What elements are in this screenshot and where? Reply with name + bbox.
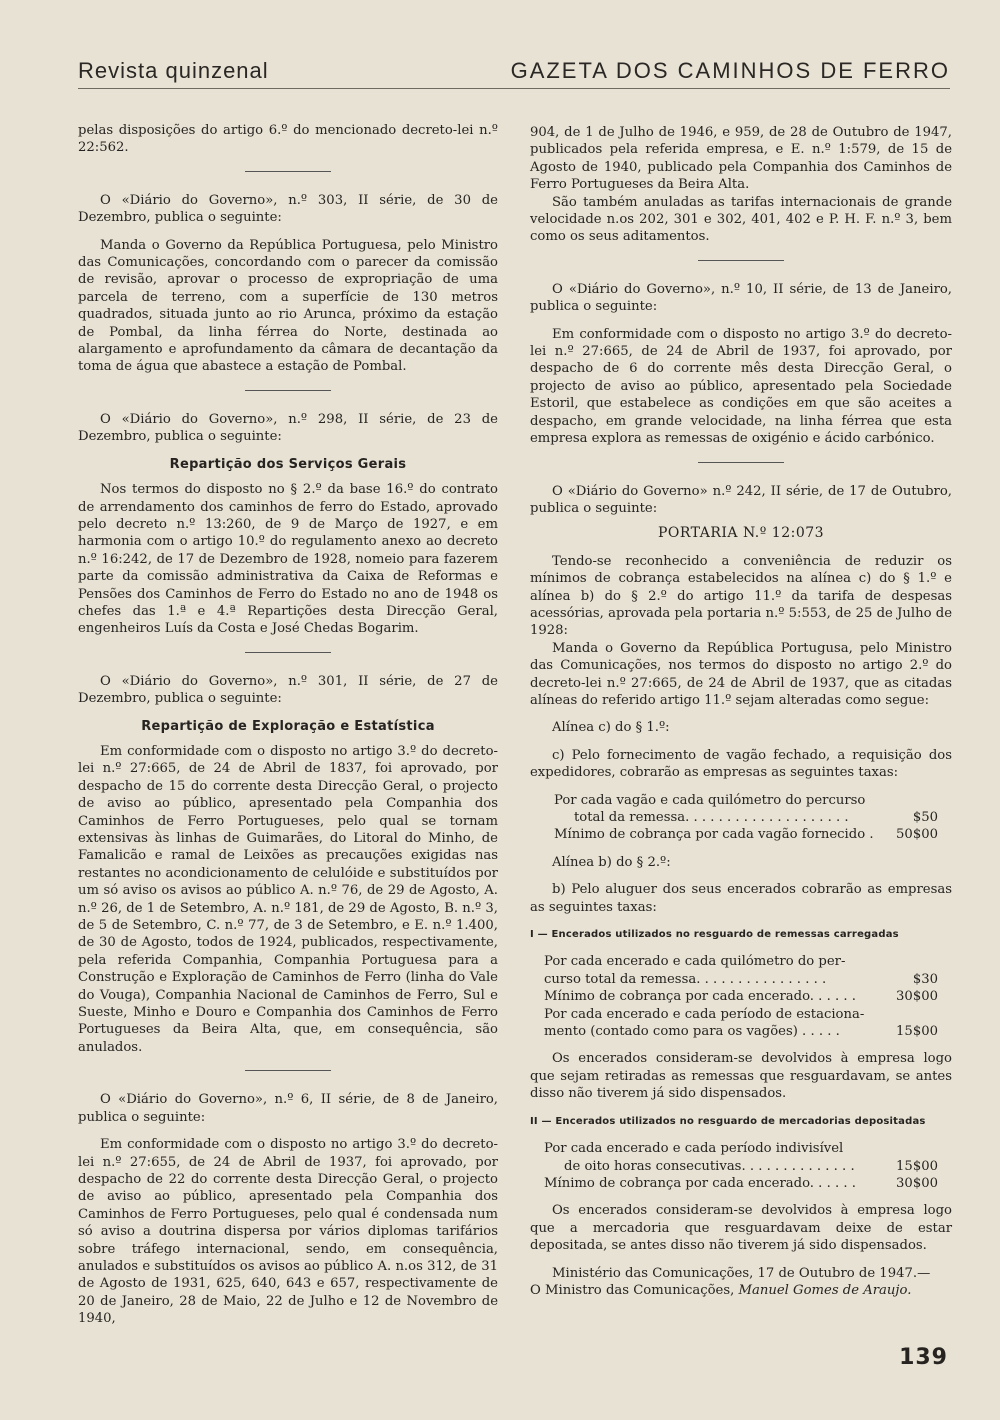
table-value: $50 (912, 810, 938, 825)
table-row (544, 953, 938, 970)
header-rule (78, 88, 950, 89)
fee-table-b1 (530, 953, 952, 1040)
section-heading: Repartição dos Serviços Gerais (169, 456, 407, 472)
separator (245, 1070, 331, 1071)
paragraph: 904, de 1 de Julho de 1946, e 959, de 28 de Outubro de 1947, publicados pela referida empresa, e E. n.º 1:579, de 15 de Agosto de 1940, publicado pela Companhia dos Caminhos de Ferro Portugueses da Beira Alta. (530, 125, 952, 193)
table-cell: Por cada encerado e cada período indivisível (544, 1141, 844, 1157)
table-row (554, 792, 938, 809)
paragraph: Manda o Governo da República Portuguesa, pelo Ministro das Comunicações, concordando com o parecer da comissão de revisão, aprovar o processo de expropriação de uma parcela de terreno, com a superfície de 130 metros quadrados, situada junto ao rio Arunca, próximo da estação de Pombal, da linha férrea do Norte, destinada ao alargamento e aprofundamento da câmara de decantação da toma de água que abastece a estação de Pombal. (78, 237, 498, 375)
table-value: 15$00 (896, 1024, 938, 1040)
header-title-right: GAZETA DOS CAMINHOS DE FERRO (510, 58, 950, 83)
table-cell: Por cada encerado e cada quilómetro do per- (544, 954, 846, 970)
header-title-left: Revista quinzenal (78, 58, 269, 83)
page-number: 139 (899, 1345, 948, 1370)
alinea-label: Alínea c) do § 1.º: (552, 720, 670, 736)
paragraph: Em conformidade com o disposto no artigo 3.º do decreto-lei n.º 27:655, de 24 de Abril de 1937, foi aprovado, por despacho de 22 do corrente desta Direcção Geral, o projecto de aviso ao público, apresentado pela Companhia dos Caminhos de Ferro Portugueses, pelo qual é condensada num só aviso a doutrina dispersa por vários diplomas tarifários sobre tráfego internacional, sendo, em consequência, anulados e substituídos os avisos ao público A. n.os 312, de 31 de Agosto de 1931, 625, 640, 643 e 657, respectivamente de 20 de Janeiro, 28 de Maio, 22 de Julho e 12 de Novembro de 1940, (78, 1137, 498, 1327)
table-cell: Por cada encerado e cada período de estaciona- (544, 1006, 865, 1022)
table-row (544, 1140, 938, 1157)
paragraph: O «Diário do Governo», n.º 298, II série, de 23 de Dezembro, publica o seguinte: (78, 411, 498, 445)
table-cell: Mínimo de cobrança por cada vagão fornecido . (554, 827, 874, 843)
paragraph: Em conformidade com o disposto no artigo 3.º do decreto-lei n.º 27:665, de 24 de Abril de 1937, foi aprovado, por despacho de 6 do corrente mês desta Direcção Geral, o projecto de aviso ao público, apresentado pela Sociedade Estoril, que estabelece as condições em que são aceites a despacho, em grande velocidade, na linha férrea que esta empresa explora as remessas de oxigénio e ácido carbónico. (530, 326, 952, 447)
signature-prefix: O Ministro das Comunicações, (530, 1282, 739, 1298)
table-row (544, 1175, 938, 1192)
table-value: 15$00 (896, 1158, 938, 1174)
paragraph: O «Diário do Governo» n.º 242, II série, de 17 de Outubro, publica o seguinte: (530, 483, 952, 516)
paragraph: Nos termos do disposto no § 2.º da base 16.º do contrato de arrendamento dos caminhos de ferro do Estado, aprovado pelo decreto n.º 13:260, de 9 de Março de 1927, e em harmonia com o artigo 10.º do regulamento anexo ao decreto n.º 16:242, de 17 de Dezembro de 1928, nomeio para fazerem parte da comissão administrativa da Caixa de Reformas e Pensões dos Caminhos de Ferro do Estado no ano de 1948 os chefes das 1.ª e 4.ª Repartições desta Direcção Geral, engenheiros Luís da Costa e José Chedas Bogarim. (78, 482, 498, 637)
table-value: 50$00 (896, 827, 938, 843)
table-value: 30$00 (896, 1175, 938, 1191)
table-cell: mento (contado como para os vagões) . . . . . (544, 1024, 840, 1040)
paragraph: Em conformidade com o disposto no artigo 3.º do decreto-lei n.º 27:665, de 24 de Abril de 1837, foi aprovado, por despacho de 15 do corrente desta Direcção Geral, o projecto de aviso ao público, apresentado pela Companhia dos Caminhos de Ferro Portugueses, pelo qual se tornam extensivas às linhas de Guimarães, do Litoral do Minho, de Famalicão e ramal de Leixões as precauções exigidas nas restantes no acondicionamento de celulóide e substituídos por um só aviso os avisos ao público A. n.º 76, de 29 de Agosto, A. n.º 26, de 1 de Setembro, A. n.º 181, de 29 de Agosto, B. n.º 3, de 5 de Setembro, C. n.º 77, de 3 de Setembro, e E. n.º 1.400, de 30 de Agosto, todos de 1924, publicados, respectivamente, pela referida Companhia, Companhia Portuguesa para a Construção e Exploração de Caminhos de Ferro (linha do Vale do Vouga), Companhia Nacional de Caminhos de Ferro, Sul e Sueste, Minho e Douro e Companhia dos Caminhos de Ferro Portugueses da Beira Alta, que, em consequência, são anulados. (78, 743, 498, 1055)
signature-line (530, 1282, 952, 1299)
table-cell: total da remessa. . . . . . . . . . . . . . . . . . . . (574, 810, 849, 825)
subsection-heading: II — Encerados utilizados no resguardo de mercadorias depositadas (530, 1115, 926, 1127)
separator (245, 171, 331, 172)
table-cell: curso total da remessa. . . . . . . . . . . . . . . . (544, 971, 827, 987)
separator (698, 260, 784, 261)
table-cell: Por cada vagão e cada quilómetro do percurso (554, 792, 866, 808)
table-value: 30$00 (896, 989, 938, 1005)
paragraph: c) Pelo fornecimento de vagão fechado, a requisição dos expedidores, cobrarão as empresas as seguintes taxas: (530, 747, 952, 781)
table-row (544, 1158, 938, 1175)
table-row (554, 826, 938, 843)
table-row (544, 1006, 938, 1023)
portaria-title: PORTARIA N.º 12:073 (657, 525, 825, 542)
table-row (544, 1023, 938, 1040)
signature-line: Ministério das Comunicações, 17 de Outubro de 1947.— (552, 1265, 931, 1281)
table-cell: de oito horas consecutivas. . . . . . . . . . . . . . (564, 1158, 855, 1174)
paragraph: Tendo-se reconhecido a conveniência de reduzir os mínimos de cobrança estabelecidos na alínea c) do § 1.º e alínea b) do § 2.º do artigo 11.º da tarifa de despesas acessórias, aprovada pela portaria n.º 5:553, de 25 de Julho de 1928: (530, 553, 952, 639)
paragraph: Os encerados consideram-se devolvidos à empresa logo que a mercadoria que resguardavam deixe de estar depositada, se antes disso não tiverem já sido dispensados. (530, 1203, 952, 1254)
paragraph: O «Diário do Governo», n.º 301, II série, de 27 de Dezembro, publica o seguinte: (78, 673, 498, 707)
alinea-label: Alínea b) do § 2.º: (552, 854, 671, 870)
table-cell: Mínimo de cobrança por cada encerado. . . . . . (544, 989, 856, 1005)
signatory-name: Manuel Gomes de Araujo. (738, 1282, 912, 1298)
paragraph: O «Diário do Governo», n.º 10, II série, de 13 de Janeiro, publica o seguinte: (530, 281, 952, 315)
table-row (544, 971, 938, 988)
table-row (554, 809, 938, 826)
paragraph: São também anuladas as tarifas internacionais de grande velocidade n.os 202, 301 e 302, 401, 402 e P. H. F. n.º 3, bem como os seus aditamentos. (530, 194, 952, 245)
section-heading: Repartição de Exploração e Estatística (141, 718, 435, 734)
table-value: $30 (912, 971, 938, 987)
paragraph: Os encerados consideram-se devolvidos à empresa logo que sejam retiradas as remessas que resguardavam, se antes disso não tiverem já sido dispensados. (530, 1051, 952, 1102)
subsection-heading: I — Encerados utilizados no resguardo de remessas carregadas (530, 929, 899, 941)
table-cell: Mínimo de cobrança por cada encerado. . . . . . (544, 1175, 856, 1191)
fee-table-b2 (530, 1140, 952, 1192)
paragraph: pelas disposições do artigo 6.º do mencionado decreto-lei n.º 22:562. (78, 123, 498, 156)
table-row (544, 988, 938, 1005)
fee-table-c (530, 792, 952, 844)
separator (245, 390, 331, 391)
paragraph: Manda o Governo da República Portugusa, pelo Ministro das Comunicações, nos termos do disposto no artigo 2.º do decreto-lei n.º 27:665, de 24 de Abril de 1937, que as citadas alíneas do referido artigo 11.º sejam alteradas como segue: (530, 640, 952, 708)
left-column (78, 122, 498, 1328)
paragraph: b) Pelo aluguer dos seus encerados cobrarão as empresas as seguintes taxas: (530, 882, 952, 915)
separator (245, 652, 331, 653)
paragraph: O «Diário do Governo», n.º 303, II série, de 30 de Dezembro, publica o seguinte: (78, 192, 498, 226)
paragraph: O «Diário do Governo», n.º 6, II série, de 8 de Janeiro, publica o seguinte: (78, 1092, 498, 1125)
separator (698, 462, 784, 463)
right-column (530, 124, 952, 1299)
